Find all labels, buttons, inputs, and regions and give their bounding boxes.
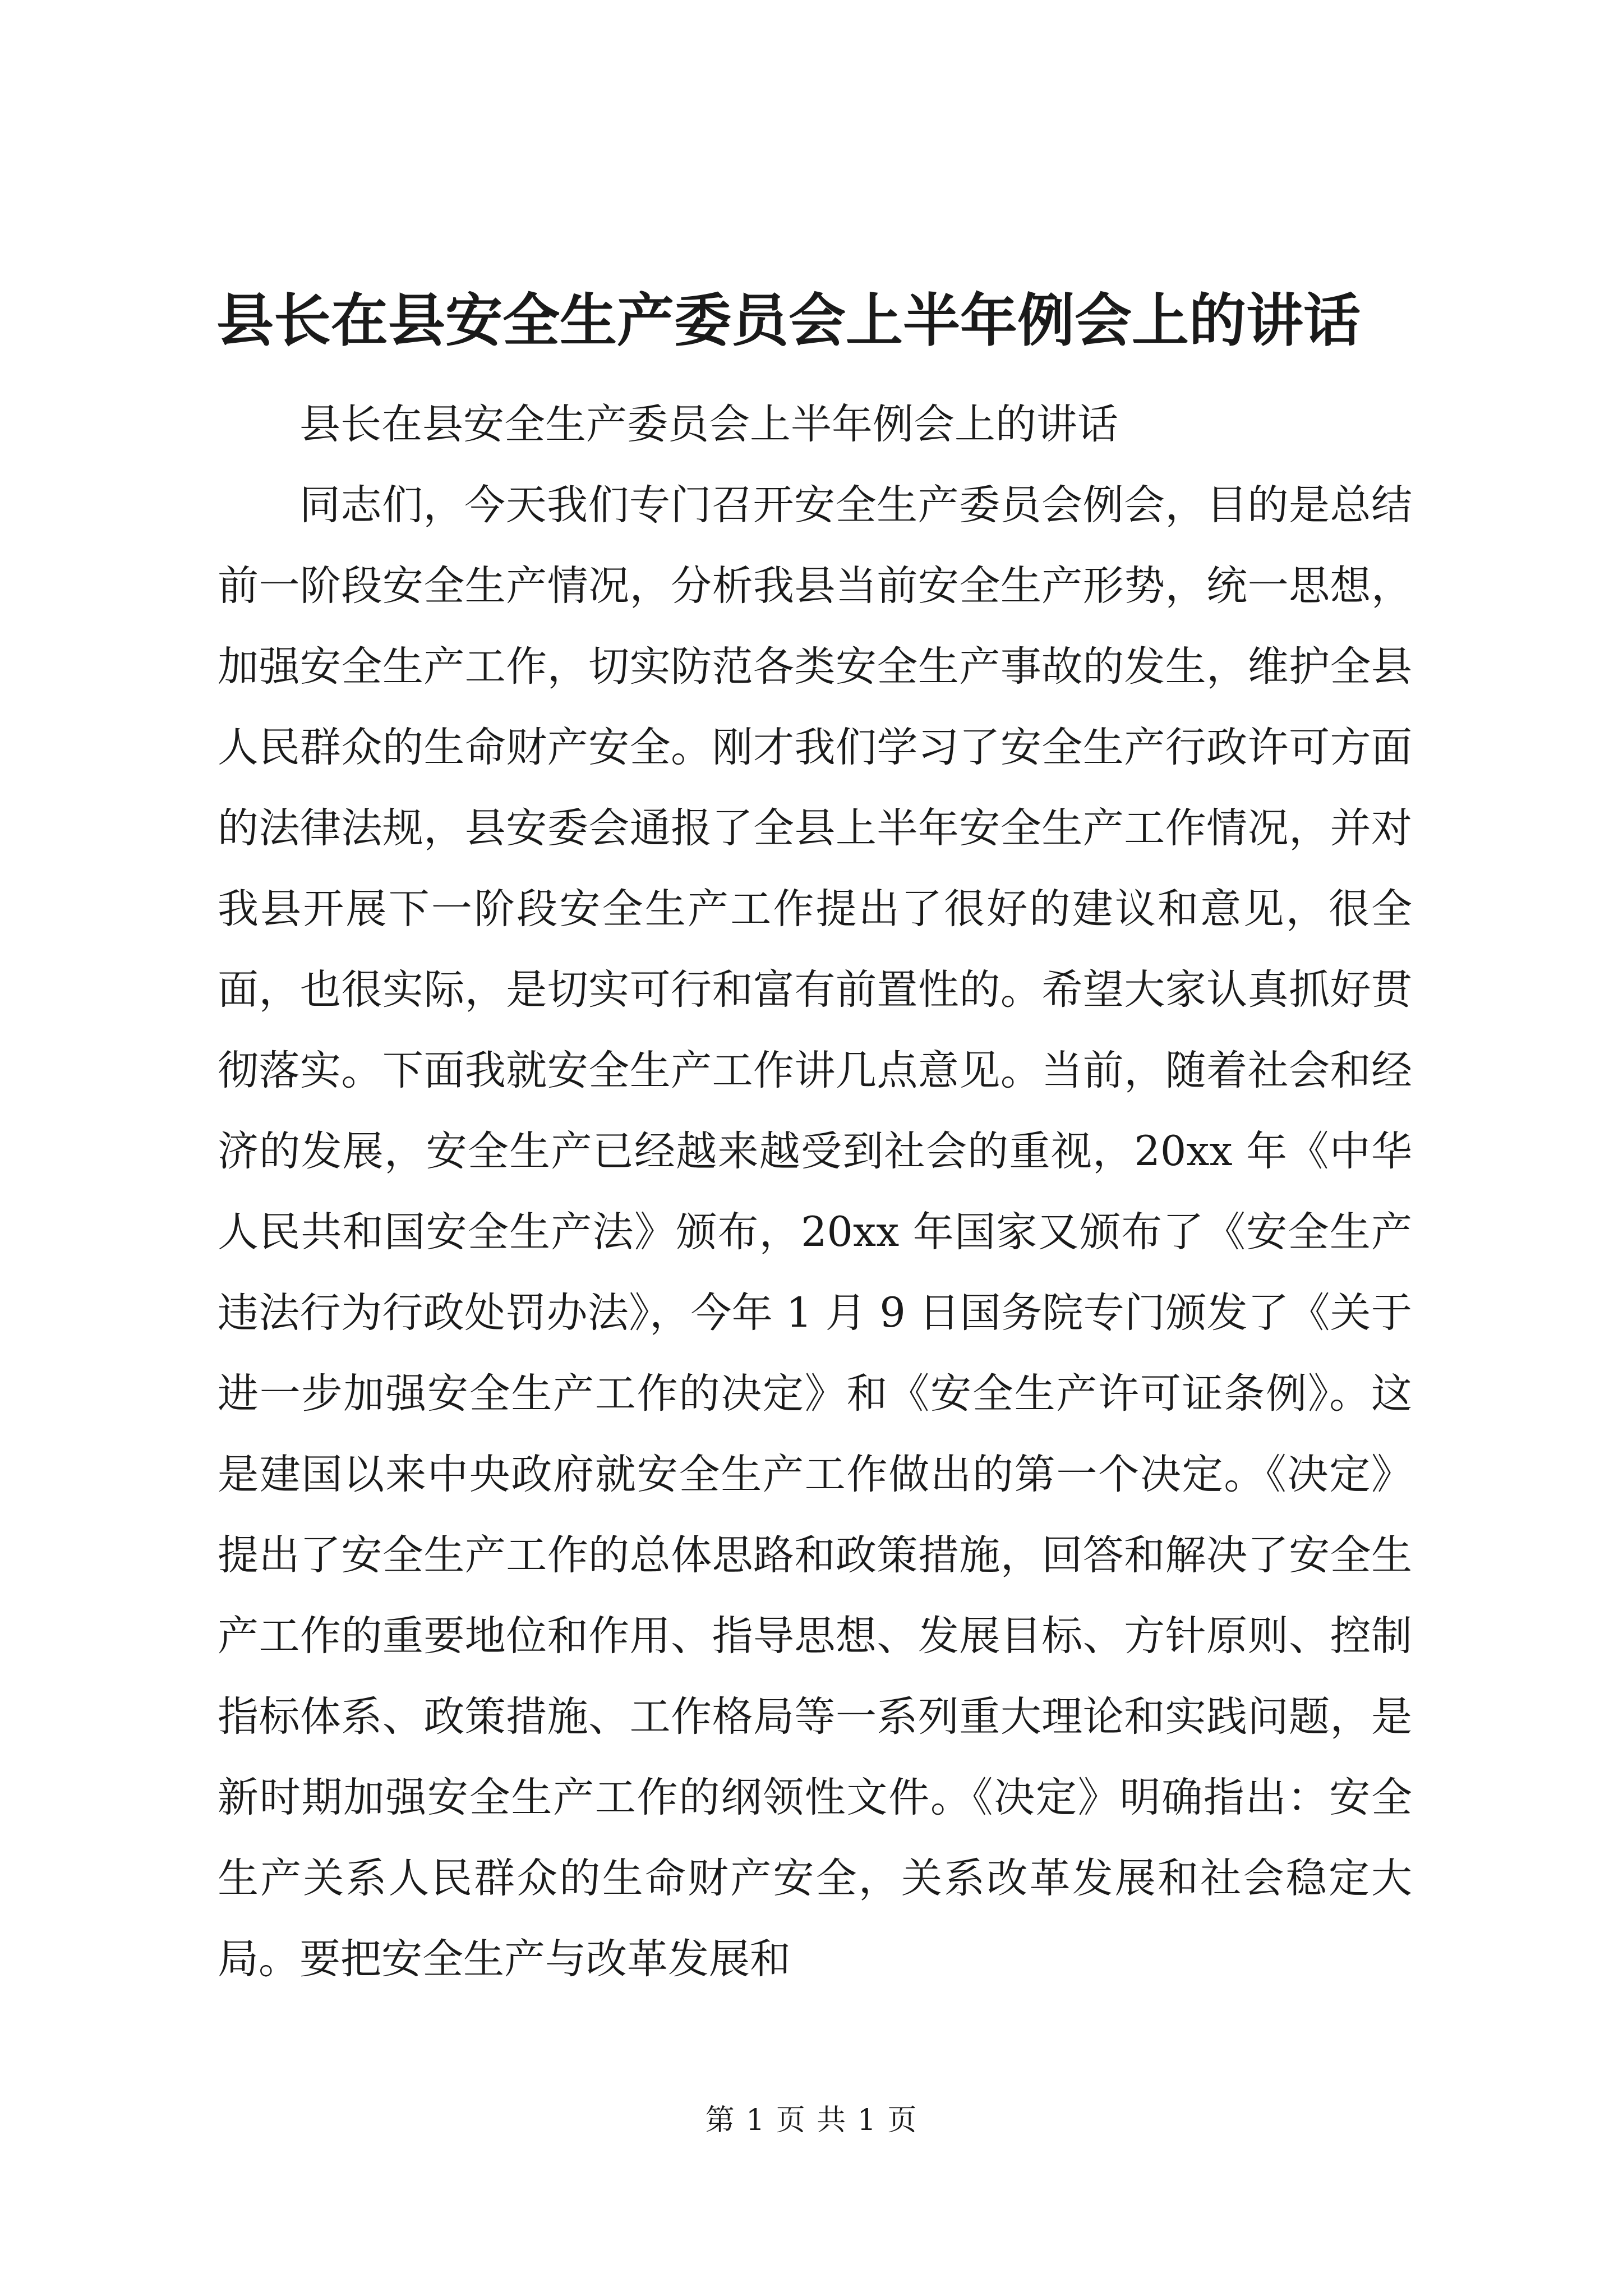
document-body	[218, 384, 1412, 2000]
document-title: 县长在县安全生产委员会上半年例会上的讲话	[216, 287, 1361, 355]
document-subtitle: 县长在县安全生产委员会上半年例会上的讲话	[299, 401, 1118, 448]
page-footer: 第 1 页 共 1 页	[705, 2104, 918, 2137]
body-paragraph: 同志们，今天我们专门召开安全生产委员会例会，目的是总结前一阶段安全生产情况，分析我县当前安全生产形势，统一思想，加强安全生产工作，切实防范各类安全生产事故的发生，维护全县人民群众的生命财产安全。刚才我们学习了安全生产行政许可方面的法律法规，县安委会通报了全县上半年安全生产工作情况，并对我县开展下一阶段安全生产工作提出了很好的建议和意见，很全面，也很实际，是切实可行和富有前置性的。希望大家认真抓好贯彻落实。下面我就安全生产工作讲几点意见。当前，随着社会和经济的发展，安全生产已经越来越受到社会的重视，20xx 年《中华人民共和国安全生产法》颁布，20xx 年国家又颁布了《安全生产违法行为行政处罚办法》，今年 1 月 9 日国务院专门颁发了《关于进一步加强安全生产工作的决定》和《安全生产许可证条例》。这是建国以来中央政府就安全生产工作做出的第一个决定。《决定》提出了安全生产工作的总体思路和政策措施，回答和解决了安全生产工作的重要地位和作用、指导思想、发展目标、方针原则、控制指标体系、政策措施、工作格局等一系列重大理论和实践问题，是新时期加强安全生产工作的纲领性文件。《决定》明确指出：安全生产关系人民群众的生命财产安全，关系改革发展和社会稳定大局。要把安全生产与改革发展和	[218, 481, 1412, 1983]
